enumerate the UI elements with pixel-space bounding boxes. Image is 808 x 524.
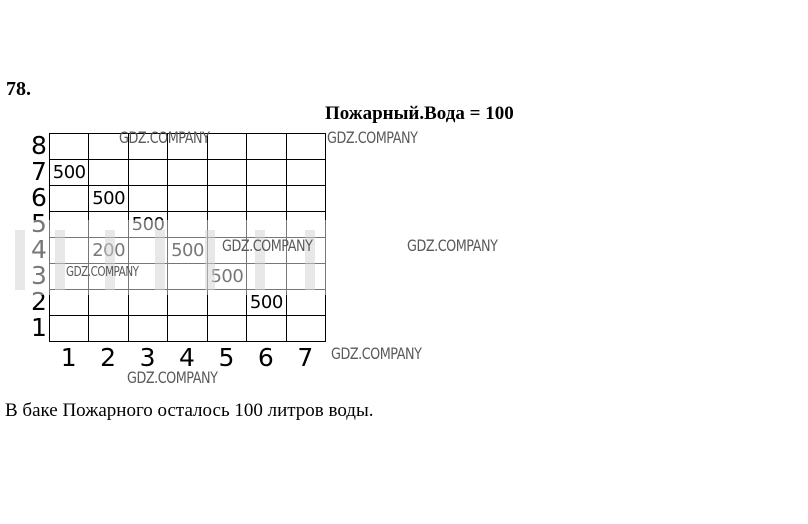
grid-cell [208, 264, 247, 290]
column-label: 3 [139, 343, 156, 372]
column-label: 2 [100, 343, 117, 372]
grid-cell [129, 134, 168, 160]
grid-cell [50, 238, 89, 264]
row-label: 6 [31, 183, 47, 212]
grid-cell [129, 238, 168, 264]
grid-cell [129, 264, 168, 290]
grid-cell [168, 316, 207, 342]
grid-cell [129, 186, 168, 212]
grid-cell [129, 290, 168, 316]
grid-cell [287, 238, 326, 264]
grid-cell [50, 134, 89, 160]
grid-cell [247, 316, 286, 342]
coordinate-grid [49, 133, 326, 342]
grid-cell [168, 290, 207, 316]
grid-cell [247, 238, 286, 264]
grid-cell [208, 238, 247, 264]
problem-number: 78. [6, 78, 31, 100]
row-label: 7 [31, 157, 47, 186]
formula-heading: Пожарный.Вода = 100 [325, 103, 514, 124]
watermark: GDZ.COMPANY [119, 128, 210, 147]
grid-cell [208, 160, 247, 186]
watermark: GDZ.COMPANY [127, 368, 218, 387]
grid-cell [287, 160, 326, 186]
grid-cell [50, 316, 89, 342]
row-label: 1 [31, 313, 47, 342]
grid-cell [168, 264, 207, 290]
cell-value: 500 [171, 240, 204, 261]
column-label: 6 [257, 343, 274, 372]
row-label: 5 [31, 209, 47, 238]
grid-cell [208, 212, 247, 238]
grid-cell [89, 160, 128, 186]
grid-cell [89, 316, 128, 342]
row-label: 3 [31, 261, 47, 290]
grid-cell [287, 264, 326, 290]
cell-value: 500 [249, 292, 283, 313]
grid-cell [168, 238, 207, 264]
grid-cell [129, 212, 168, 238]
answer-text: В баке Пожарного осталось 100 литров воды. [5, 400, 374, 421]
cell-value: 500 [92, 188, 126, 209]
grid-cell [208, 290, 247, 316]
grid-cell [287, 316, 326, 342]
grid-cell [129, 160, 168, 186]
grid-cell [89, 134, 128, 160]
grid-cell [247, 264, 286, 290]
watermark: GDZ.COMPANY [331, 344, 422, 363]
grid-cell [129, 316, 168, 342]
grid-cell [208, 186, 247, 212]
grid-cell [208, 134, 247, 160]
cell-value: 500 [210, 266, 244, 287]
grid-cell [89, 290, 128, 316]
grid-cell [50, 160, 89, 186]
column-label: 1 [60, 343, 77, 372]
grid-cell [89, 264, 128, 290]
grid-cell [50, 212, 89, 238]
grid-cell [287, 186, 326, 212]
cell-value: 200 [92, 240, 126, 261]
grid-cell [247, 290, 286, 316]
column-label: 4 [179, 343, 195, 372]
watermark: GDZ.COMPANY [222, 236, 313, 255]
column-label: 7 [297, 343, 314, 372]
grid-cell [89, 186, 128, 212]
grid-cell [208, 316, 247, 342]
watermark: GDZ.COMPANY [407, 236, 498, 255]
row-label: 4 [31, 235, 47, 264]
watermark: GDZ.COMPANY [327, 128, 418, 147]
grid-cell [287, 134, 326, 160]
grid-cell [247, 212, 286, 238]
column-label: 5 [218, 343, 235, 372]
cell-value: 500 [131, 214, 165, 235]
row-label: 2 [31, 287, 47, 316]
row-label: 8 [31, 131, 47, 160]
grid-cell [89, 212, 128, 238]
grid-cell [168, 212, 207, 238]
grid-cell [168, 160, 207, 186]
grid-cell [247, 186, 286, 212]
cell-value: 500 [52, 162, 86, 183]
grid-cell [50, 290, 89, 316]
grid-cell [287, 290, 326, 316]
grid-cell [50, 186, 89, 212]
grid-cell [50, 264, 89, 290]
watermark: GDZ.COMPANY [66, 265, 139, 280]
grid-cell [287, 212, 326, 238]
grid-cell [168, 186, 207, 212]
grid-cell [247, 134, 286, 160]
grid-cell [168, 134, 207, 160]
grid-cell [247, 160, 286, 186]
grid-cell [89, 238, 128, 264]
